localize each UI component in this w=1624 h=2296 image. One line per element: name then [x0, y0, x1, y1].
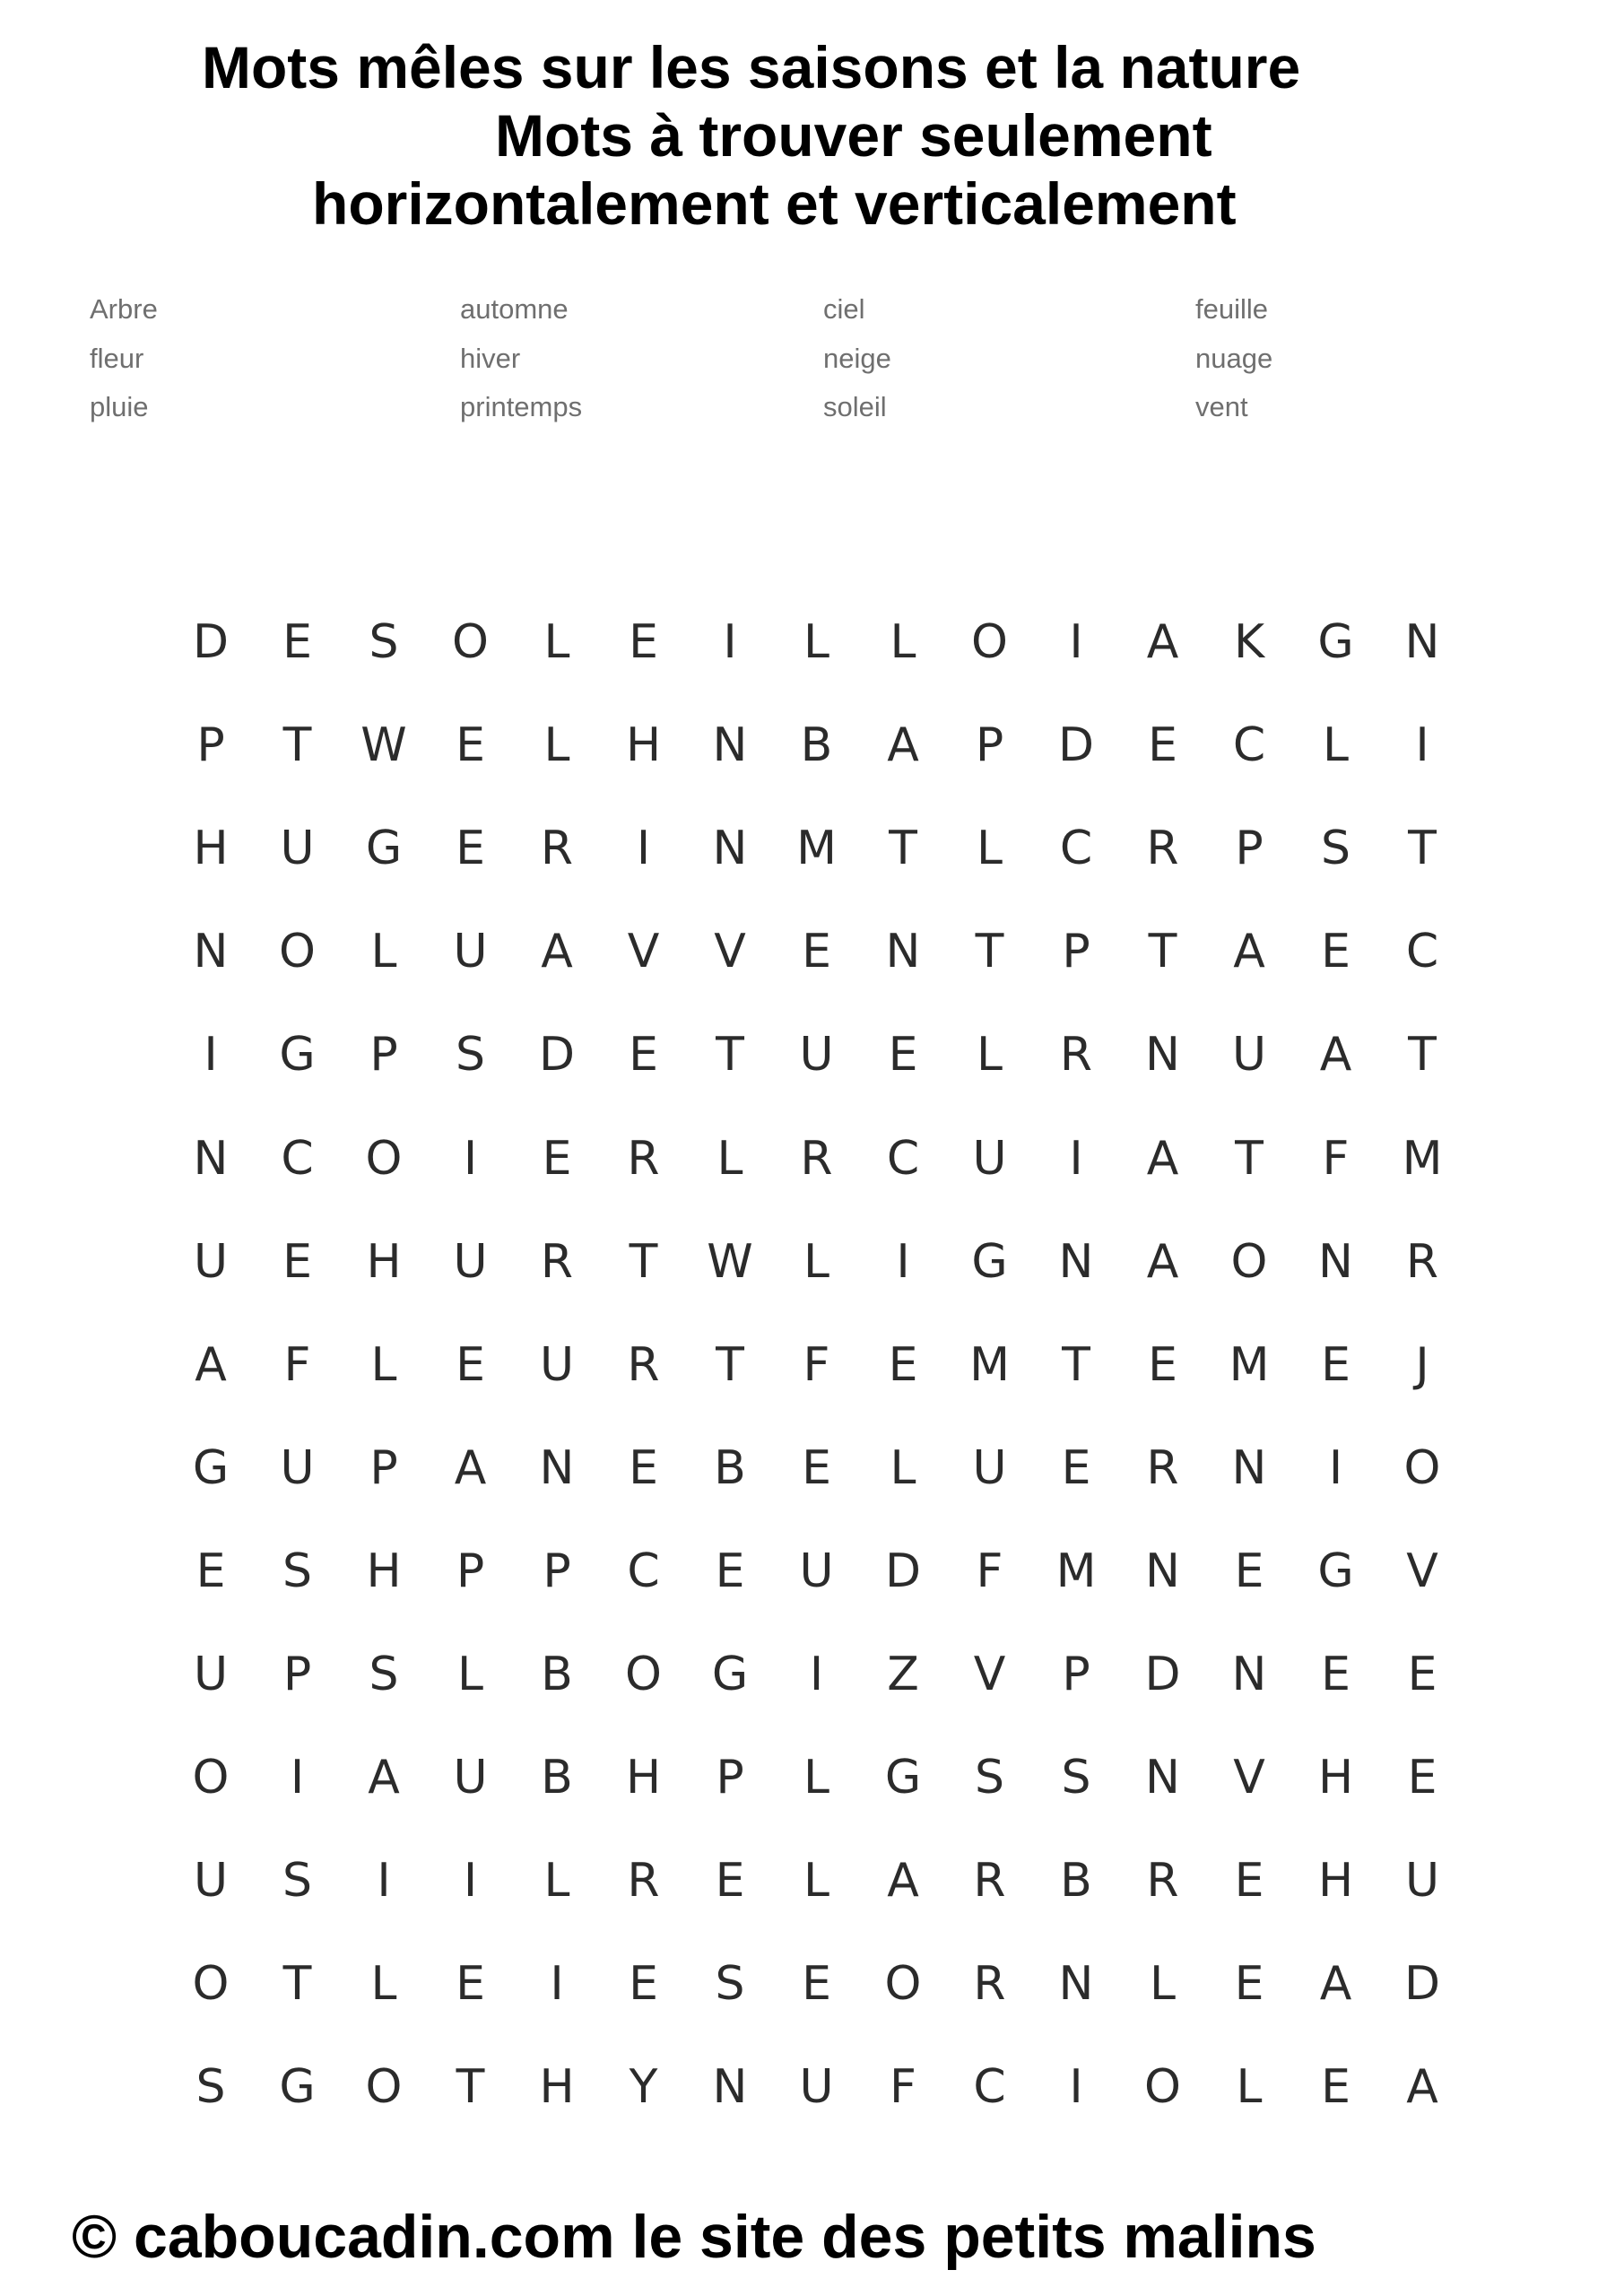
grid-letter[interactable]: L — [1150, 1957, 1176, 2012]
grid-letter[interactable]: I — [1069, 1131, 1083, 1186]
grid-letter[interactable]: P — [196, 718, 225, 773]
grid-letter[interactable]: E — [195, 1544, 226, 1598]
grid-letter[interactable]: L — [370, 1337, 397, 1392]
grid-letter[interactable]: L — [716, 1131, 743, 1186]
grid-letter[interactable]: A — [1406, 2060, 1438, 2115]
grid-letter[interactable]: H — [625, 718, 662, 773]
grid-letter[interactable]: A — [195, 1337, 227, 1392]
grid-letter[interactable]: W — [707, 1234, 753, 1289]
grid-letter[interactable]: S — [369, 615, 399, 669]
grid-letter[interactable]: V — [1233, 1751, 1265, 1805]
grid-letter[interactable]: S — [1061, 1751, 1091, 1805]
grid-letter[interactable]: N — [193, 1131, 229, 1186]
grid-letter[interactable]: N — [712, 718, 748, 773]
grid-letter[interactable]: T — [1062, 1337, 1090, 1392]
grid-letter[interactable]: R — [973, 1957, 1006, 2012]
grid-letter[interactable]: E — [1234, 1854, 1264, 1909]
grid-letter[interactable]: F — [890, 2060, 916, 2115]
grid-letter[interactable]: A — [1146, 1234, 1179, 1289]
grid-letter[interactable]: L — [803, 1751, 829, 1805]
grid-letter[interactable]: R — [1146, 822, 1179, 876]
grid-letter[interactable]: N — [1318, 1234, 1353, 1289]
grid-letter[interactable]: S — [282, 1854, 312, 1909]
grid-letter[interactable]: L — [543, 1854, 570, 1909]
word-list-item: feuille — [1195, 293, 1268, 325]
grid-letter[interactable]: P — [1235, 822, 1264, 876]
word-list-item: neige — [823, 343, 891, 374]
grid-letter[interactable]: E — [1321, 1337, 1350, 1392]
grid-letter[interactable]: T — [629, 1234, 658, 1289]
page-subtitle: Mots à trouver seulement — [495, 102, 1212, 169]
grid-letter[interactable]: H — [366, 1234, 402, 1289]
grid-letter[interactable]: S — [369, 1648, 399, 1701]
grid-letter[interactable]: M — [1229, 1337, 1270, 1392]
grid-letter[interactable]: H — [539, 2060, 575, 2115]
grid-letter[interactable]: N — [885, 925, 921, 979]
grid-letter[interactable]: N — [1231, 1648, 1267, 1701]
grid-letter[interactable]: U — [193, 1648, 229, 1701]
grid-letter[interactable]: L — [890, 615, 916, 669]
grid-letter[interactable]: I — [809, 1648, 824, 1701]
grid-letter[interactable]: W — [360, 718, 407, 773]
grid-letter[interactable]: T — [1408, 1028, 1437, 1083]
grid-letter[interactable]: U — [799, 1544, 834, 1598]
grid-letter[interactable]: E — [282, 615, 312, 669]
grid-letter[interactable]: Z — [887, 1648, 919, 1701]
grid-letter[interactable]: S — [195, 2060, 226, 2115]
grid-letter[interactable]: O — [279, 925, 316, 979]
grid-letter[interactable]: E — [1148, 1337, 1177, 1392]
grid-letter[interactable]: N — [1058, 1957, 1094, 2012]
grid-letter[interactable]: T — [975, 925, 1004, 979]
grid-letter[interactable]: I — [290, 1751, 305, 1805]
grid-letter[interactable]: O — [192, 1957, 230, 2012]
grid-letter[interactable]: E — [1234, 1544, 1264, 1598]
grid-letter[interactable]: G — [279, 2060, 316, 2115]
grid-letter[interactable]: C — [1059, 822, 1093, 876]
grid-letter[interactable]: E — [802, 1957, 831, 2012]
grid-letter[interactable]: E — [1407, 1751, 1437, 1805]
grid-letter[interactable]: A — [1233, 925, 1265, 979]
grid-letter[interactable]: A — [541, 925, 573, 979]
grid-letter[interactable]: F — [803, 1337, 830, 1392]
grid-letter[interactable]: O — [625, 1648, 662, 1701]
grid-letter[interactable]: P — [282, 1648, 312, 1701]
grid-letter[interactable]: U — [1404, 1854, 1440, 1909]
grid-letter[interactable]: A — [1146, 1131, 1179, 1186]
grid-letter[interactable]: N — [1145, 1751, 1180, 1805]
grid-letter[interactable]: R — [627, 1337, 660, 1392]
grid-letter[interactable]: A — [368, 1751, 400, 1805]
grid-letter[interactable]: U — [972, 1440, 1007, 1495]
grid-letter[interactable]: I — [1069, 2060, 1083, 2115]
grid-letter[interactable]: P — [456, 1544, 485, 1598]
grid-letter[interactable]: G — [1317, 615, 1354, 669]
grid-letter[interactable]: L — [803, 1234, 829, 1289]
word-list-item: soleil — [823, 391, 887, 422]
grid-letter[interactable]: T — [1148, 925, 1177, 979]
grid-letter[interactable]: N — [193, 925, 229, 979]
grid-letter[interactable]: P — [543, 1544, 571, 1598]
grid-letter[interactable]: G — [279, 1028, 316, 1083]
grid-letter[interactable]: D — [1057, 718, 1095, 773]
grid-letter[interactable]: T — [1235, 1131, 1264, 1186]
grid-letter[interactable]: M — [796, 822, 837, 876]
grid-letter[interactable]: E — [542, 1131, 572, 1186]
grid-letter[interactable]: O — [452, 615, 489, 669]
grid-letter[interactable]: E — [629, 1028, 658, 1083]
grid-letter[interactable]: J — [1415, 1337, 1429, 1392]
grid-letter[interactable]: O — [884, 1957, 922, 2012]
grid-letter[interactable]: U — [1231, 1028, 1267, 1083]
grid-letter[interactable]: S — [1320, 822, 1350, 876]
grid-letter[interactable]: C — [281, 1131, 314, 1186]
grid-letter[interactable]: E — [1148, 718, 1177, 773]
grid-letter[interactable]: L — [457, 1648, 483, 1701]
grid-letter[interactable]: P — [369, 1440, 398, 1495]
grid-letter[interactable]: H — [625, 1751, 662, 1805]
grid-letter[interactable]: E — [1061, 1440, 1091, 1495]
word-list-item: fleur — [90, 343, 144, 374]
grid-letter[interactable]: U — [280, 822, 315, 876]
grid-letter[interactable]: H — [193, 822, 229, 876]
grid-letter[interactable]: T — [889, 822, 917, 876]
grid-letter[interactable]: O — [365, 2060, 403, 2115]
grid-letter[interactable]: F — [976, 1544, 1003, 1598]
grid-letter[interactable]: L — [890, 1440, 916, 1495]
grid-letter[interactable]: U — [280, 1440, 315, 1495]
grid-letter[interactable]: I — [377, 1854, 391, 1909]
copyright-footer: © caboucadin.com le site des petits malins — [72, 2203, 1316, 2271]
grid-letter[interactable]: U — [453, 925, 488, 979]
grid-letter[interactable]: O — [971, 615, 1008, 669]
grid-letter[interactable]: R — [800, 1131, 833, 1186]
grid-letter[interactable]: L — [543, 615, 570, 669]
grid-letter[interactable]: S — [715, 1957, 745, 2012]
grid-letter[interactable]: T — [716, 1337, 744, 1392]
grid-letter[interactable]: H — [1317, 1751, 1354, 1805]
grid-letter[interactable]: O — [365, 1131, 403, 1186]
grid-letter[interactable]: T — [1408, 822, 1437, 876]
grid-letter[interactable]: E — [1234, 1957, 1264, 2012]
grid-letter[interactable]: U — [193, 1854, 229, 1909]
grid-letter[interactable]: A — [454, 1440, 487, 1495]
grid-letter[interactable]: I — [1415, 718, 1429, 773]
grid-letter[interactable]: G — [192, 1440, 230, 1495]
grid-letter[interactable]: I — [463, 1131, 478, 1186]
grid-letter[interactable]: P — [1062, 925, 1090, 979]
grid-letter[interactable]: E — [715, 1544, 745, 1598]
grid-letter[interactable]: R — [627, 1854, 660, 1909]
grid-letter[interactable]: M — [1055, 1544, 1097, 1598]
grid-letter[interactable]: L — [370, 925, 397, 979]
grid-letter[interactable]: L — [977, 822, 1003, 876]
grid-letter[interactable]: B — [800, 718, 833, 773]
grid-letter[interactable]: L — [977, 1028, 1003, 1083]
grid-letter[interactable]: G — [711, 1648, 749, 1701]
grid-letter[interactable]: E — [802, 1440, 831, 1495]
grid-letter[interactable]: E — [1407, 1648, 1437, 1701]
grid-letter[interactable]: U — [453, 1751, 488, 1805]
grid-letter[interactable]: M — [1402, 1131, 1443, 1186]
grid-letter[interactable]: C — [1405, 925, 1439, 979]
grid-letter[interactable]: C — [973, 2060, 1006, 2115]
grid-letter[interactable]: R — [627, 1131, 660, 1186]
grid-letter[interactable]: C — [886, 1131, 920, 1186]
grid-letter[interactable]: E — [1321, 1648, 1350, 1701]
grid-letter[interactable]: E — [282, 1234, 312, 1289]
grid-letter[interactable]: U — [193, 1234, 229, 1289]
grid-letter[interactable]: I — [896, 1234, 910, 1289]
grid-letter[interactable]: N — [1145, 1544, 1180, 1598]
word-list-item: printemps — [460, 391, 583, 422]
grid-letter[interactable]: T — [456, 2060, 485, 2115]
grid-letter[interactable]: N — [712, 2060, 748, 2115]
grid-letter[interactable]: E — [888, 1028, 918, 1083]
word-list-item: automne — [460, 293, 569, 325]
grid-letter[interactable]: F — [283, 1337, 311, 1392]
grid-letter[interactable]: I — [463, 1854, 478, 1909]
grid-letter[interactable]: E — [456, 1957, 485, 2012]
grid-letter[interactable]: R — [1146, 1854, 1179, 1909]
grid-letter[interactable]: E — [1321, 925, 1350, 979]
grid-letter[interactable]: I — [723, 615, 737, 669]
grid-letter[interactable]: L — [803, 1854, 829, 1909]
grid-letter[interactable]: U — [972, 1131, 1007, 1186]
grid-letter[interactable]: I — [550, 1957, 564, 2012]
grid-letter[interactable]: S — [455, 1028, 485, 1083]
grid-letter[interactable]: E — [888, 1337, 918, 1392]
grid-letter[interactable]: U — [799, 1028, 834, 1083]
grid-letter[interactable]: N — [1231, 1440, 1267, 1495]
grid-letter[interactable]: D — [884, 1544, 922, 1598]
grid-letter[interactable]: E — [715, 1854, 745, 1909]
grid-letter[interactable]: I — [204, 1028, 218, 1083]
grid-letter[interactable]: D — [538, 1028, 576, 1083]
grid-letter[interactable]: H — [366, 1544, 402, 1598]
grid-letter[interactable]: M — [969, 1337, 1010, 1392]
grid-letter[interactable]: U — [799, 2060, 834, 2115]
grid-letter[interactable]: N — [712, 822, 748, 876]
grid-letter[interactable]: E — [629, 615, 658, 669]
grid-letter[interactable]: A — [887, 718, 919, 773]
grid-letter[interactable]: R — [973, 1854, 1006, 1909]
grid-letter[interactable]: C — [1232, 718, 1266, 773]
grid-letter[interactable]: R — [1146, 1440, 1179, 1495]
grid-letter[interactable]: N — [1145, 1028, 1180, 1083]
word-list-item: nuage — [1195, 343, 1273, 374]
grid-letter[interactable]: V — [973, 1648, 1006, 1701]
grid-letter[interactable]: O — [1230, 1234, 1268, 1289]
grid-letter[interactable]: E — [456, 718, 485, 773]
grid-letter[interactable]: V — [1406, 1544, 1438, 1598]
grid-letter[interactable]: V — [714, 925, 746, 979]
grid-letter[interactable]: E — [1321, 2060, 1350, 2115]
page-subtitle-line-2: horizontalement et verticalement — [312, 170, 1237, 237]
grid-letter[interactable]: T — [282, 718, 312, 773]
grid-letter[interactable]: N — [1404, 615, 1440, 669]
grid-letter[interactable]: A — [1319, 1028, 1352, 1083]
grid-letter[interactable]: O — [1144, 2060, 1181, 2115]
grid-letter[interactable]: C — [627, 1544, 660, 1598]
grid-letter[interactable]: I — [1328, 1440, 1343, 1495]
word-list-item: hiver — [460, 343, 521, 374]
grid-letter[interactable]: H — [1317, 1854, 1354, 1909]
grid-letter[interactable]: K — [1233, 615, 1265, 669]
grid-letter[interactable]: T — [716, 1028, 744, 1083]
grid-letter[interactable]: A — [1319, 1957, 1352, 2012]
grid-letter[interactable]: F — [1322, 1131, 1350, 1186]
word-list-item: pluie — [90, 391, 149, 422]
grid-letter[interactable]: A — [887, 1854, 919, 1909]
grid-letter[interactable]: G — [1317, 1544, 1354, 1598]
grid-letter[interactable]: O — [192, 1751, 230, 1805]
grid-letter[interactable]: U — [539, 1337, 575, 1392]
grid-letter[interactable]: Y — [629, 2060, 658, 2115]
grid-letter[interactable]: U — [453, 1234, 488, 1289]
grid-letter[interactable]: D — [1403, 1957, 1441, 2012]
grid-letter[interactable]: G — [884, 1751, 922, 1805]
grid-letter[interactable]: B — [541, 1751, 573, 1805]
grid-letter[interactable]: L — [1323, 718, 1349, 773]
grid-letter[interactable]: P — [975, 718, 1004, 773]
grid-letter[interactable]: N — [1058, 1234, 1094, 1289]
grid-letter[interactable]: D — [192, 615, 230, 669]
grid-letter[interactable]: S — [282, 1544, 312, 1598]
grid-letter[interactable]: A — [1146, 615, 1179, 669]
grid-letter[interactable]: L — [1236, 2060, 1263, 2115]
word-list-item: Arbre — [90, 293, 158, 325]
grid-letter[interactable]: B — [541, 1648, 573, 1701]
grid-letter[interactable]: G — [365, 822, 403, 876]
word-list-item: ciel — [823, 293, 865, 325]
grid-letter[interactable]: O — [1403, 1440, 1441, 1495]
grid-letter[interactable]: P — [369, 1028, 398, 1083]
grid-letter[interactable]: T — [282, 1957, 312, 2012]
grid-letter[interactable]: S — [974, 1751, 1004, 1805]
grid-letter[interactable]: L — [370, 1957, 397, 2012]
grid-letter[interactable]: E — [629, 1440, 658, 1495]
grid-letter[interactable]: B — [1060, 1854, 1092, 1909]
grid-letter[interactable]: B — [714, 1440, 746, 1495]
grid-letter[interactable]: G — [971, 1234, 1008, 1289]
grid-letter[interactable]: P — [1062, 1648, 1090, 1701]
grid-letter[interactable]: I — [636, 822, 651, 876]
grid-letter[interactable]: D — [1144, 1648, 1181, 1701]
grid-letter[interactable]: R — [540, 822, 574, 876]
grid-letter[interactable]: R — [1059, 1028, 1093, 1083]
grid-letter[interactable]: E — [456, 1337, 485, 1392]
grid-letter[interactable]: R — [540, 1234, 574, 1289]
grid-letter[interactable]: N — [539, 1440, 575, 1495]
word-list-item: vent — [1195, 391, 1248, 422]
grid-letter[interactable]: R — [1405, 1234, 1439, 1289]
grid-letter[interactable]: P — [716, 1751, 744, 1805]
grid-letter[interactable]: L — [803, 615, 829, 669]
grid-letter[interactable]: E — [456, 822, 485, 876]
grid-letter[interactable]: I — [1069, 615, 1083, 669]
page-title: Mots mêles sur les saisons et la nature — [202, 34, 1301, 100]
grid-letter[interactable]: V — [627, 925, 660, 979]
grid-letter[interactable]: L — [543, 718, 570, 773]
grid-letter[interactable]: E — [629, 1957, 658, 2012]
grid-letter[interactable]: E — [802, 925, 831, 979]
